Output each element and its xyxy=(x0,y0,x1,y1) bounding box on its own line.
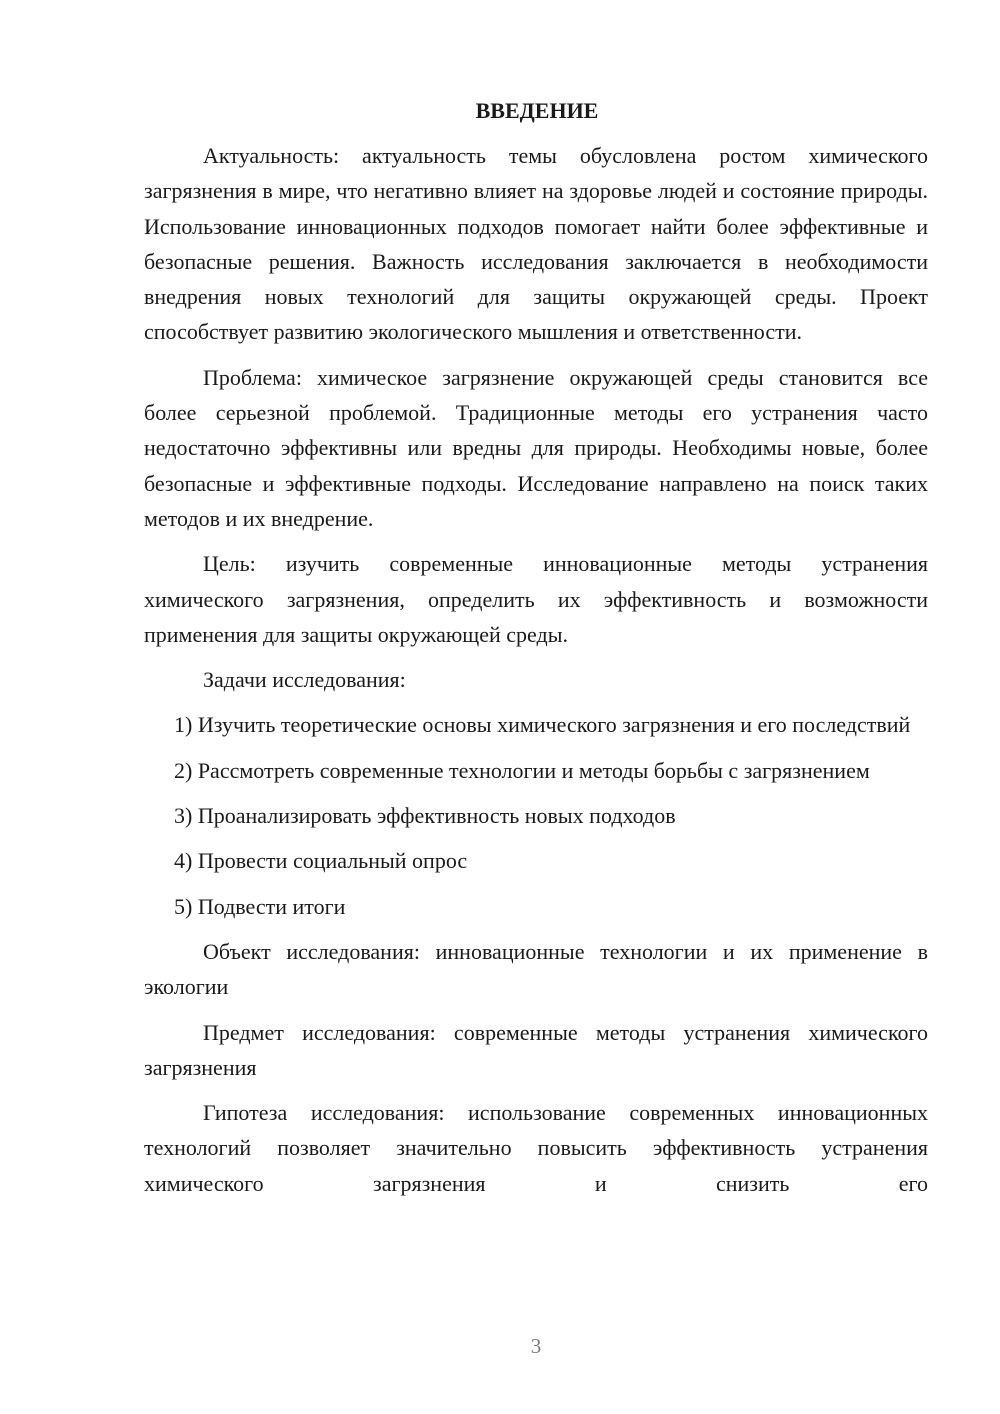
paragraph-hypothesis: Гипотеза исследования: использование современных инновационных технологий позволяет значительно повысить эффективность устранения химического загрязнения и снизить его xyxy=(144,1100,928,1196)
section-heading: ВВЕДЕНИЕ xyxy=(475,98,599,123)
paragraph-relevance: Актуальность: актуальность темы обусловлена ростом химического загрязнения в мире, что негативно влияет на здоровье людей и состояние природы. Использование инновационных подходов помогает найти более эффективные и безопасные решения. Важность исследования заключается в необходимости внедрения новых технологий для защиты окружающей среды. Проект способствует развитию экологического мышления и ответственности. xyxy=(144,143,928,345)
task-item-4: 4) Провести социальный опрос xyxy=(174,848,468,874)
page-content xyxy=(144,93,928,1211)
page-number: 3 xyxy=(530,1334,542,1358)
task-item-3: 3) Проанализировать эффективность новых подходов xyxy=(174,803,676,829)
paragraph-goal: Цель: изучить современные инновационные методы устранения химического загрязнения, определить их эффективность и возможности применения для защиты окружающей среды. xyxy=(144,551,928,647)
task-item-2: 2) Рассмотреть современные технологии и методы борьбы с загрязнением xyxy=(174,757,870,783)
task-item-5: 5) Подвести итоги xyxy=(174,893,346,919)
paragraph-problem: Проблема: химическое загрязнение окружающей среды становится все более серьезной проблемой. Традиционные методы его устранения часто недостаточно эффективны или вредны для природы. Необходимы новые, более безопасные и эффективные подходы. Исследование направлено на поиск таких методов и их внедрение. xyxy=(144,364,928,531)
paragraph-tasks-intro: Задачи исследования: xyxy=(203,667,406,693)
paragraph-subject: Предмет исследования: современные методы устранения химического загрязнения xyxy=(144,1019,928,1080)
paragraph-object: Объект исследования: инновационные технологии и их применение в экологии xyxy=(144,938,928,1000)
task-item-1: 1) Изучить теоретические основы химического загрязнения и его последствий xyxy=(174,712,911,738)
